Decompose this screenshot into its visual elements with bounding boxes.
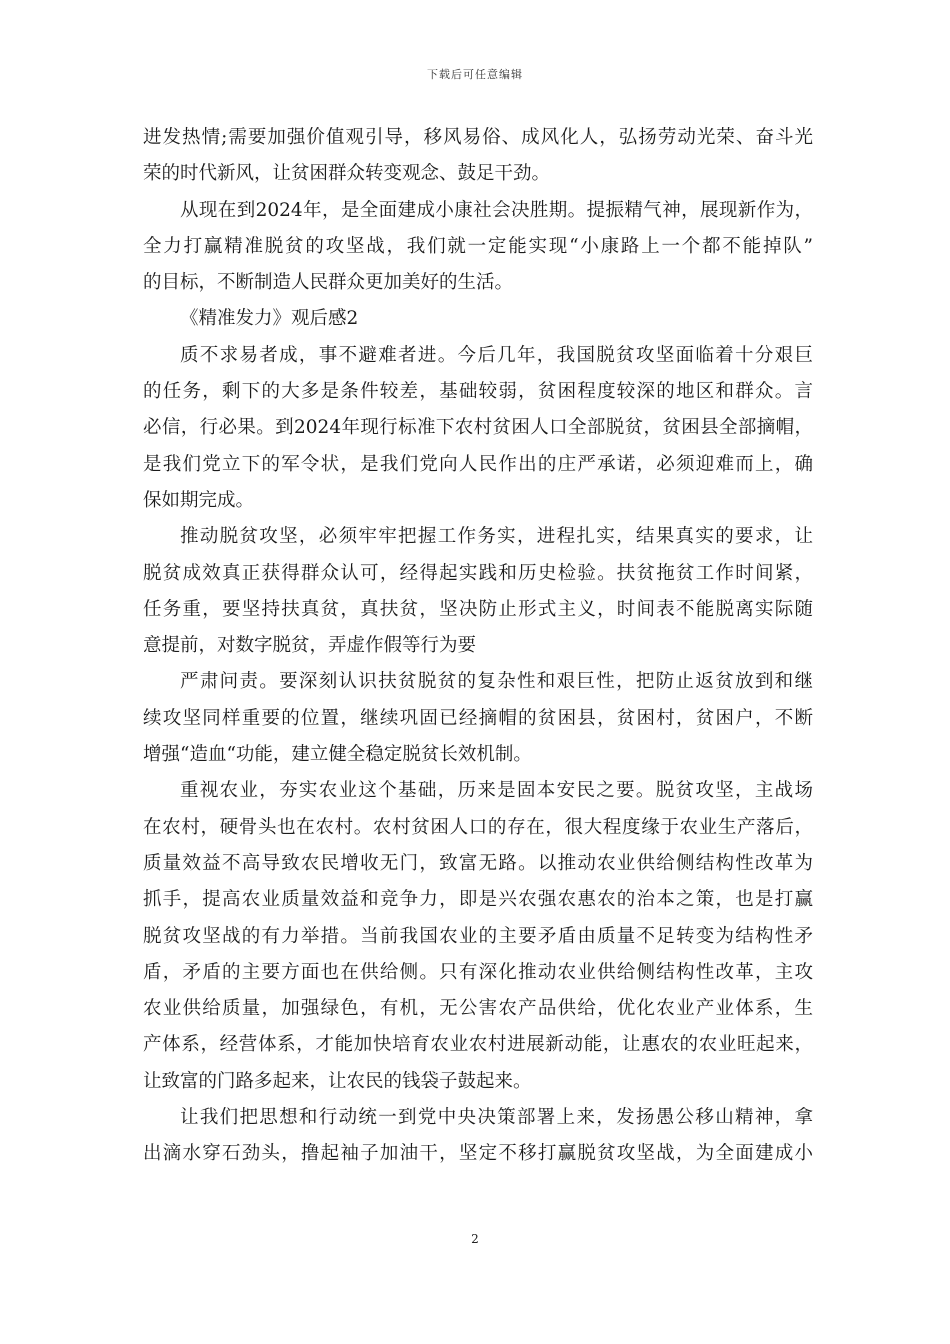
text-line: 《精准发力》观后感2 (180, 308, 359, 330)
text-line: 意提前，对数字脱贫，弄虚作假等行为要 (143, 635, 477, 657)
text-line: 进发热情;需要加强价值观引导，移风易俗、成风化人，弘扬劳动光荣、奋斗光 (143, 127, 813, 148)
text-line: 出滴水穿石劲头，撸起袖子加油干，坚定不移打赢脱贫攻坚战，为全面建成小 (143, 1143, 813, 1165)
text-line: 增强“造血“功能，建立健全稳定脱贫长效机制。 (143, 744, 532, 766)
page-header: 下载后可任意编辑 (427, 68, 523, 81)
text-line: 是我们党立下的军令状，是我们党向人民作出的庄严承诺，必须迎难而上，确 (143, 453, 813, 475)
text-line: 推动脱贫攻坚，必须牢牢把握工作务实，进程扎实，结果真实的要求，让 (180, 526, 813, 548)
text-line: 质量效益不高导致农民增收无门，致富无路。以推动农业供给侧结构性改革为 (143, 852, 813, 874)
text-line: 脱贫成效真正获得群众认可，经得起实践和历史检验。扶贫拖贫工作时间紧， (143, 562, 813, 584)
text-line: 在农村，硬骨头也在农村。农村贫困人口的存在，很大程度缘于农业生产落后， (143, 816, 813, 838)
text-line: 严肃问责。要深刻认识扶贫脱贫的复杂性和艰巨性，把防止返贫放到和继 (180, 671, 813, 693)
text-line: 质不求易者成，事不避难者进。今后几年，我国脱贫攻坚面临着十分艰巨 (180, 344, 813, 366)
text-line: 盾，矛盾的主要方面也在供给侧。只有深化推动农业供给侧结构性改革，主攻 (143, 961, 813, 983)
text-line: 的任务，剩下的大多是条件较差，基础较弱，贫困程度较深的地区和群众。言 (143, 381, 813, 403)
text-line: 产体系，经营体系，才能加快培育农业农村进展新动能，让惠农的农业旺起来， (143, 1034, 813, 1056)
text-line: 农业供给质量，加强绿色，有机，无公害农产品供给，优化农业产业体系，生 (143, 998, 813, 1020)
text-line: 重视农业，夯实农业这个基础，历来是固本安民之要。脱贫攻坚，主战场 (180, 780, 813, 802)
text-line: 必信，行必果。到2024年现行标准下农村贫困人口全部脱贫，贫困县全部摘帽， (143, 417, 813, 439)
text-line: 全力打赢精准脱贫的攻坚战，我们就一定能实现“小康路上一个都不能掉队” (143, 235, 813, 257)
text-line: 任务重，要坚持扶真贫，真扶贫，坚决防止形式主义，时间表不能脱离实际随 (143, 598, 813, 620)
text-line: 脱贫攻坚战的有力举措。当前我国农业的主要矛盾由质量不足转变为结构性矛 (143, 925, 813, 947)
text-line: 让我们把思想和行动统一到党中央决策部署上来，发扬愚公移山精神，拿 (180, 1107, 813, 1129)
text-line: 从现在到2024年，是全面建成小康社会决胜期。提振精气神，展现新作为， (180, 199, 813, 221)
page-number: 2 (471, 1232, 479, 1246)
text-line: 的目标，不断制造人民群众更加美好的生活。 (143, 272, 514, 294)
text-line: 保如期完成。 (143, 489, 255, 511)
text-line: 让致富的门路多起来，让农民的钱袋子鼓起来。 (143, 1070, 532, 1092)
text-line: 抓手，提高农业质量效益和竞争力，即是兴农强农惠农的治本之策，也是打赢 (143, 889, 813, 911)
text-line: 续攻坚同样重要的位置，继续巩固已经摘帽的贫困县，贫困村，贫困户，不断 (143, 707, 813, 729)
text-line: 荣的时代新风，让贫困群众转变观念、鼓足干劲。 (143, 163, 551, 185)
document-body (143, 120, 813, 1173)
